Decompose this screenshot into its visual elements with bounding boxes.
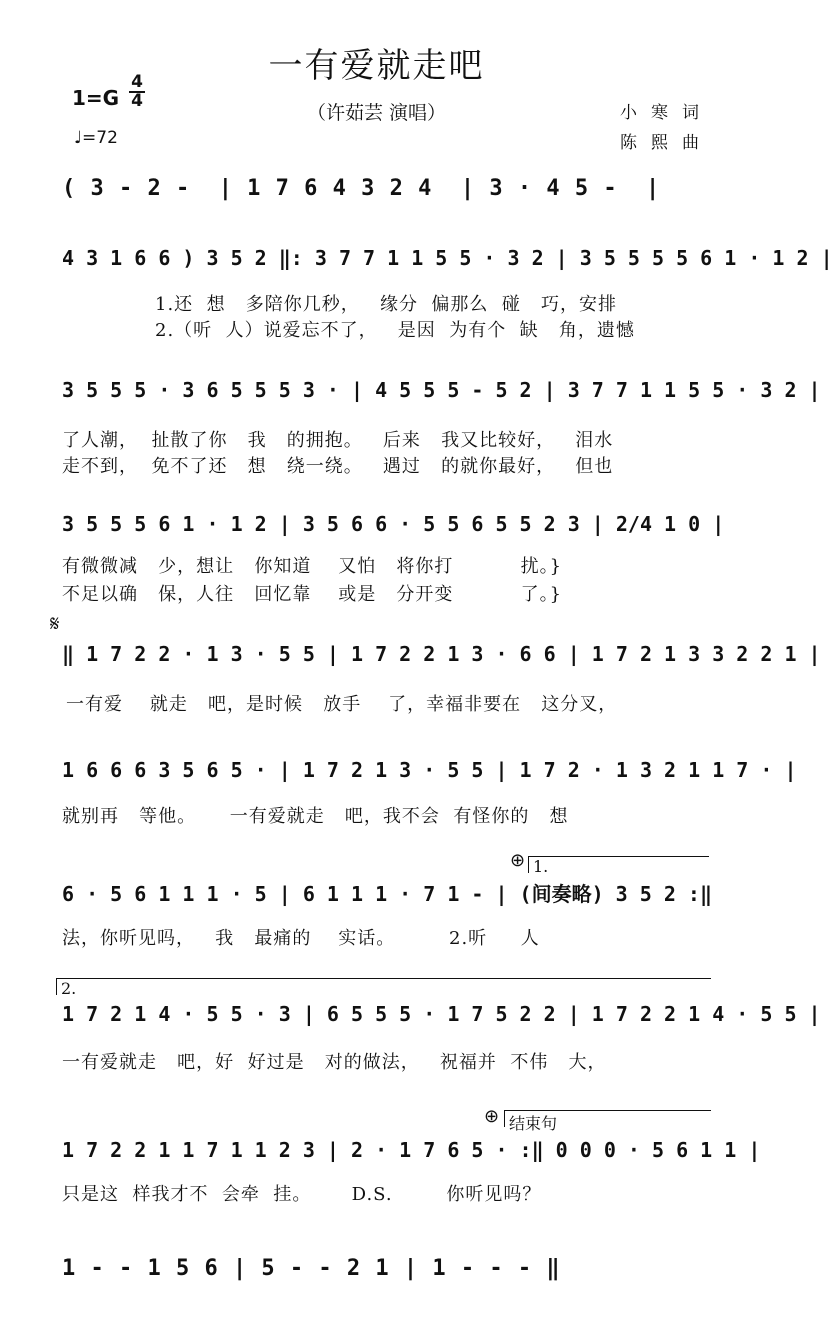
song-title: 一有爱就走吧 xyxy=(268,46,485,86)
coda-sign-ending: ⊕ xyxy=(484,1106,500,1127)
lyrics-row-2-verse-1: 1.还 想 多陪你几秒， 缘分 偏那么 碰 巧，安排 xyxy=(155,294,617,315)
lyrics-row-9: 只是这 样我才不 会牵 挂。 D.S. 你听见吗？ xyxy=(62,1184,542,1205)
volta-1-bracket xyxy=(528,856,709,876)
ending-bracket xyxy=(504,1110,711,1133)
lyrics-row-4-verse-1: 有微微减 少，想让 你知道 又怕 将你打 扰。} xyxy=(62,556,563,577)
segno-sign: 𝄋 xyxy=(50,612,60,637)
time-signature xyxy=(129,74,145,110)
notation-row-7: 6 · 5 6 1 1 1 · 5 | 6 1 1 1 · 7 1 - | (间奏略) 3 5 2 :‖ xyxy=(62,882,713,906)
lyrics-row-8: 一有爱就走 吧，好 好过是 对的做法， 祝福并 不伟 大， xyxy=(62,1052,607,1073)
performer-subtitle: （许茹芸 演唱） xyxy=(306,102,447,124)
lyricist-credit: 小寒词 xyxy=(620,103,713,123)
notation-row-3: 3 5 5 5 · 3 6 5 5 5 3 · | 4 5 5 5 - 5 2 | 3 7 7 1 1 5 5 · 3 2 | xyxy=(62,378,821,402)
key-signature: 1=G xyxy=(72,86,120,110)
lyrics-row-4-verse-2: 不足以确 保，人往 回忆靠 或是 分开变 了。} xyxy=(62,584,563,605)
lyrics-row-2-verse-2: 2.（听 人）说爱忘不了， 是因 为有个 缺 角，遗憾 xyxy=(155,320,635,341)
lyrics-row-3-verse-2: 走不到， 免不了还 想 绕一绕。 遇过 的就你最好， 但也 xyxy=(62,456,614,477)
notation-row-9: 1 7 2 2 1 1 7 1 1 2 3 | 2 · 1 7 6 5 · :‖ 0 0 0 · 5 6 1 1 | xyxy=(62,1138,761,1162)
notation-row-2: 4 3 1 6 6 ) 3 5 2 ‖: 3 7 7 1 1 5 5 · 3 2 | 3 5 5 5 5 6 1 · 1 2 | xyxy=(62,246,833,270)
ending-label: 结束句 xyxy=(509,1114,558,1133)
lyrics-row-7: 法，你听见吗， 我 最痛的 实话。 2.听 人 xyxy=(62,928,540,949)
lyrics-row-3-verse-1: 了人潮， 扯散了你 我 的拥抱。 后来 我又比较好， 泪水 xyxy=(62,430,614,451)
time-top: 4 xyxy=(131,72,143,92)
notation-row-8: 1 7 2 1 4 · 5 5 · 3 | 6 5 5 5 · 1 7 5 2 2 | 1 7 2 2 1 4 · 5 5 | xyxy=(62,1002,821,1026)
composer-credit: 陈熙曲 xyxy=(620,133,713,153)
notation-row-1: ( 3 - 2 - | 1 7 6 4 3 2 4 | 3 · 4 5 - | xyxy=(62,176,661,201)
notation-row-6: 1 6 6 6 3 5 6 5 · | 1 7 2 1 3 · 5 5 | 1 7 2 · 1 3 2 1 1 7 · | xyxy=(62,758,797,782)
lyrics-row-6: 就别再 等他。 一有爱就走 吧，我不会 有怪你的 想 xyxy=(62,806,569,827)
notation-row-4: 3 5 5 5 6 1 · 1 2 | 3 5 6 6 · 5 5 6 5 5 2 3 | 2/4 1 0 | xyxy=(62,512,725,536)
time-bottom: 4 xyxy=(129,91,145,110)
volta-2-bracket xyxy=(56,978,711,998)
lyrics-row-5: 一有爱 就走 吧，是时候 放手 了，幸福非要在 这分叉， xyxy=(66,694,618,715)
volta-1-label: 1. xyxy=(533,857,549,876)
tempo-marking: ♩=72 xyxy=(74,128,118,148)
coda-sign: ⊕ xyxy=(510,850,526,871)
notation-row-5: ‖ 1 7 2 2 · 1 3 · 5 5 | 1 7 2 2 1 3 · 6 6 | 1 7 2 1 3 3 2 2 1 | xyxy=(62,642,821,666)
volta-2-label: 2. xyxy=(61,979,77,998)
notation-row-10: 1 - - 1 5 6 | 5 - - 2 1 | 1 - - - ‖ xyxy=(62,1256,561,1281)
